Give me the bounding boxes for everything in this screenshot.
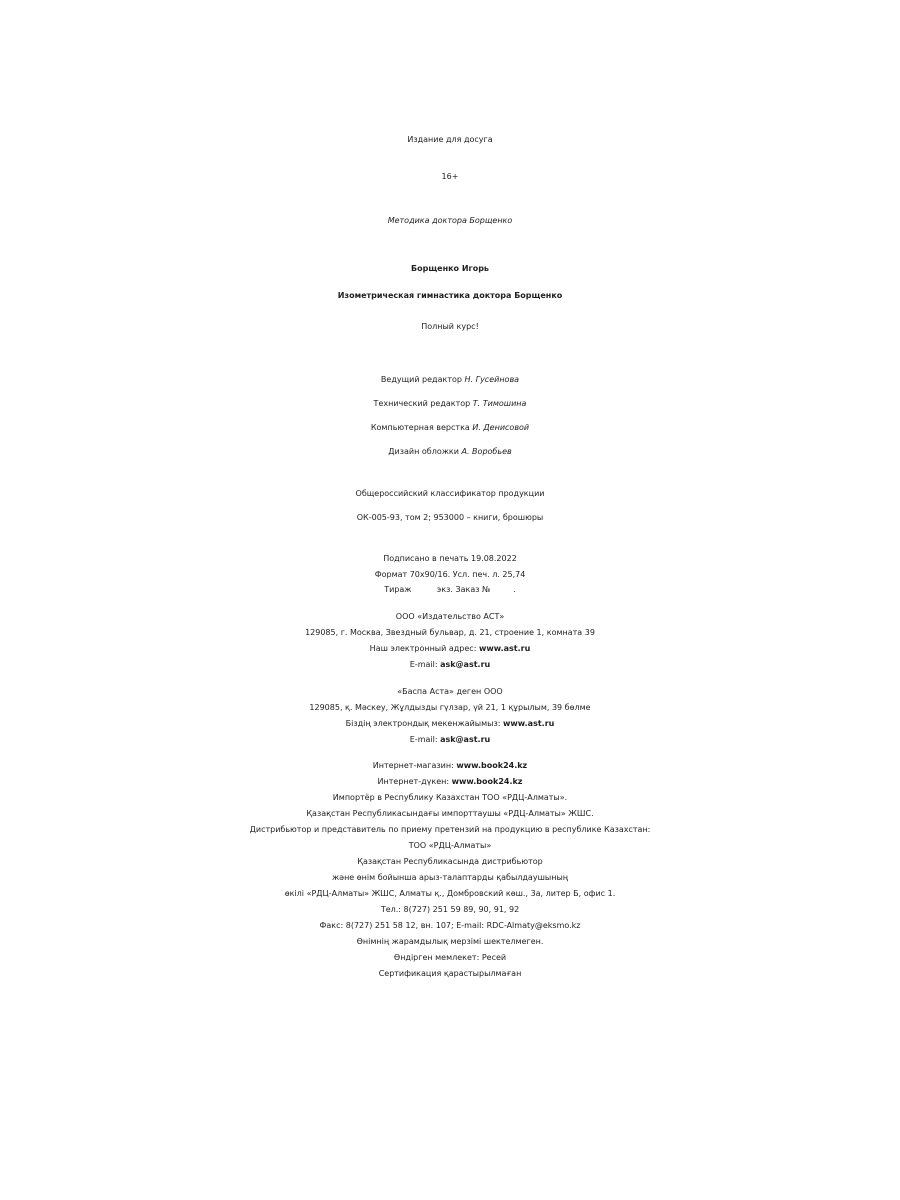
author-name: Борщенко Игорь [411, 264, 489, 273]
shop-ru-link[interactable]: www.book24.kz [456, 761, 528, 770]
kz-info-line: Дистрибьютор и представитель по приему претензий на продукцию в республике Казахстан: [249, 825, 651, 834]
publisher-kz-email: E-mail: ask@ast.ru [409, 735, 491, 744]
kz-phone: Тел.: 8(727) 251 59 89, 90, 91, 92 [380, 905, 520, 914]
shop-ru: Интернет-магазин: www.book24.kz [372, 761, 528, 770]
classifier-line-2: ОК-005-93, том 2; 953000 – книги, брошюры [356, 513, 544, 522]
shop-kz: Интернет-дүкен: www.book24.kz [377, 777, 523, 786]
publisher-ru-web: Наш электронный адрес: www.ast.ru [369, 644, 531, 653]
publisher-ru-email: E-mail: ask@ast.ru [409, 660, 491, 669]
age-rating: 16+ [441, 172, 459, 181]
kz-info-line: өкілі «РДЦ-Алматы» ЖШС, Алматы қ., Домбровский көш., 3а, литер Б, офис 1. [284, 889, 616, 898]
print-signed: Подписано в печать 19.08.2022 [383, 554, 517, 563]
kz-info-line: және өнім бойынша арыз-талаптарды қабылдаушының [331, 873, 569, 882]
series-name: Методика доктора Борщенко [387, 216, 513, 225]
kz-fax-email: Факс: 8(727) 251 58 12, вн. 107; E-mail: RDC-Almaty@eksmo.kz [319, 921, 581, 930]
book-subtitle: Полный курс! [421, 322, 479, 331]
kz-info-line: Қазақстан Республикасындағы импорттаушы «РДЦ-Алматы» ЖШС. [306, 809, 594, 818]
publisher-ru-address: 129085, г. Москва, Звездный бульвар, д. 21, строение 1, комната 39 [305, 628, 595, 637]
publisher-ru-web-link[interactable]: www.ast.ru [478, 644, 531, 653]
publisher-kz-web: Біздің электрондық мекенжайымыз: www.ast.ru [345, 719, 555, 728]
publisher-ru-email-link[interactable]: ask@ast.ru [440, 660, 491, 669]
credit-line: Компьютерная верстка И. Денисовой [370, 423, 530, 432]
publisher-kz-email-link[interactable]: ask@ast.ru [440, 735, 491, 744]
publisher-kz-web-link[interactable]: www.ast.ru [502, 719, 555, 728]
shop-kz-link[interactable]: www.book24.kz [451, 777, 523, 786]
book-title: Изометрическая гимнастика доктора Борщенко [337, 291, 563, 300]
credit-line: Технический редактор Т. Тимошина [373, 399, 527, 408]
credit-line: Дизайн обложки А. Воробьев [388, 447, 512, 456]
kz-info-line: Импортёр в Республику Казахстан ТОО «РДЦ-Алматы». [332, 793, 568, 802]
kz-info-line: Сертификация қарастырылмаған [378, 969, 522, 978]
print-run: Тираж экз. Заказ № . [384, 585, 516, 594]
publisher-kz-address: 129085, қ. Мәскеу, Жұлдызды гүлзар, үй 21, 1 құрылым, 39 бөлме [309, 703, 591, 712]
classifier-line-1: Общероссийский классификатор продукции [355, 489, 545, 498]
print-format: Формат 70х90/16. Усл. печ. л. 25,74 [374, 570, 526, 579]
edition-type: Издание для досуга [407, 135, 493, 144]
publisher-ru-name: ООО «Издательство АСТ» [395, 612, 505, 621]
credit-line: Ведущий редактор Н. Гусейнова [380, 375, 520, 384]
kz-info-line: Қазақстан Республикасында дистрибьютор [357, 857, 543, 866]
kz-info-line: ТОО «РДЦ-Алматы» [408, 841, 492, 850]
kz-info-line: Өндірген мемлекет: Ресей [393, 953, 507, 962]
kz-info-line: Өнімнің жарамдылық мерзімі шектелмеген. [356, 937, 544, 946]
publisher-kz-name: «Баспа Аста» деген ООО [397, 687, 503, 696]
